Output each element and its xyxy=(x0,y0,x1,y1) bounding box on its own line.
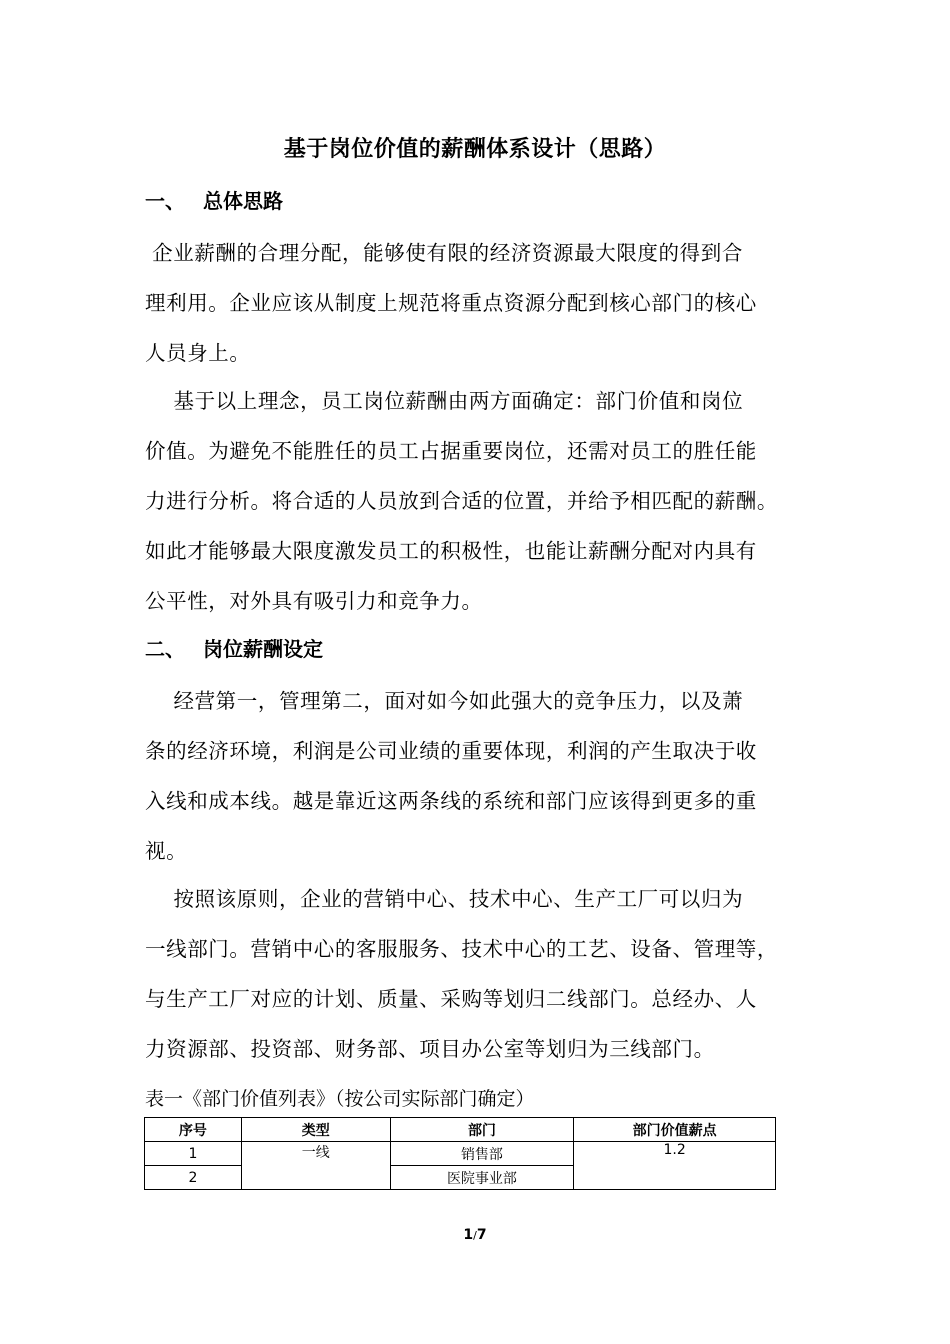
page-separator: / xyxy=(473,1229,477,1242)
paragraph-line: 一线部门。营销中心的客服服务、技术中心的工艺、设备、管理等， xyxy=(145,937,778,961)
table-header-row xyxy=(145,1118,776,1142)
section-title: 岗位薪酬设定 xyxy=(203,637,323,661)
paragraph-line: 经营第一，管理第二，面对如今如此强大的竞争压力，以及萧 xyxy=(145,689,744,713)
paragraph-line: 力资源部、投资部、财务部、项目办公室等划归为三线部门。 xyxy=(145,1037,715,1061)
paragraph-line: 入线和成本线。越是靠近这两条线的系统和部门应该得到更多的重 xyxy=(145,789,757,813)
section-number: 二、 xyxy=(145,637,185,661)
section-heading-2 xyxy=(145,633,323,662)
header-value: 部门价值薪点 xyxy=(574,1118,776,1142)
cell-dept: 销售部 xyxy=(390,1142,574,1166)
page-number xyxy=(0,1227,950,1243)
section-heading-1 xyxy=(145,185,283,214)
paragraph-line: 基于以上理念，员工岗位薪酬由两方面确定：部门价值和岗位 xyxy=(145,389,744,413)
paragraph-line: 公平性，对外具有吸引力和竞争力。 xyxy=(145,589,483,613)
document-title: 基于岗位价值的薪酬体系设计（思路） xyxy=(283,137,667,162)
total-pages: 7 xyxy=(476,1227,487,1243)
paragraph-line: 力进行分析。将合适的人员放到合适的位置，并给予相匹配的薪酬。 xyxy=(145,489,778,513)
paragraph-line: 按照该原则，企业的营销中心、技术中心、生产工厂可以归为 xyxy=(145,887,744,911)
paragraph-line: 价值。为避免不能胜任的员工占据重要岗位，还需对员工的胜任能 xyxy=(145,439,757,463)
table-caption: 表一《部门价值列表》（按公司实际部门确定） xyxy=(145,1088,535,1110)
section-title: 总体思路 xyxy=(203,189,283,213)
cell-no: 1 xyxy=(145,1142,242,1166)
cell-type: 一线 xyxy=(241,1142,390,1190)
cell-value: 1.2 xyxy=(574,1142,776,1190)
paragraph-line: 理利用。企业应该从制度上规范将重点资源分配到核心部门的核心 xyxy=(145,291,757,315)
header-no: 序号 xyxy=(145,1118,242,1142)
table-row xyxy=(145,1142,776,1166)
paragraph-line: 如此才能够最大限度激发员工的积极性，也能让薪酬分配对内具有 xyxy=(145,539,757,563)
section-number: 一、 xyxy=(145,189,185,213)
paragraph-line: 与生产工厂对应的计划、质量、采购等划归二线部门。总经办、人 xyxy=(145,987,757,1011)
paragraph-line: 企业薪酬的合理分配，能够使有限的经济资源最大限度的得到合 xyxy=(145,241,743,265)
current-page: 1 xyxy=(463,1227,474,1243)
header-dept: 部门 xyxy=(390,1118,574,1142)
cell-dept: 医院事业部 xyxy=(390,1166,574,1190)
cell-no: 2 xyxy=(145,1166,242,1190)
department-value-table xyxy=(144,1117,776,1190)
header-type: 类型 xyxy=(241,1118,390,1142)
paragraph-line: 条的经济环境，利润是公司业绩的重要体现，利润的产生取决于收 xyxy=(145,739,757,763)
paragraph-line: 人员身上。 xyxy=(145,341,251,365)
paragraph-line: 视。 xyxy=(145,839,188,863)
